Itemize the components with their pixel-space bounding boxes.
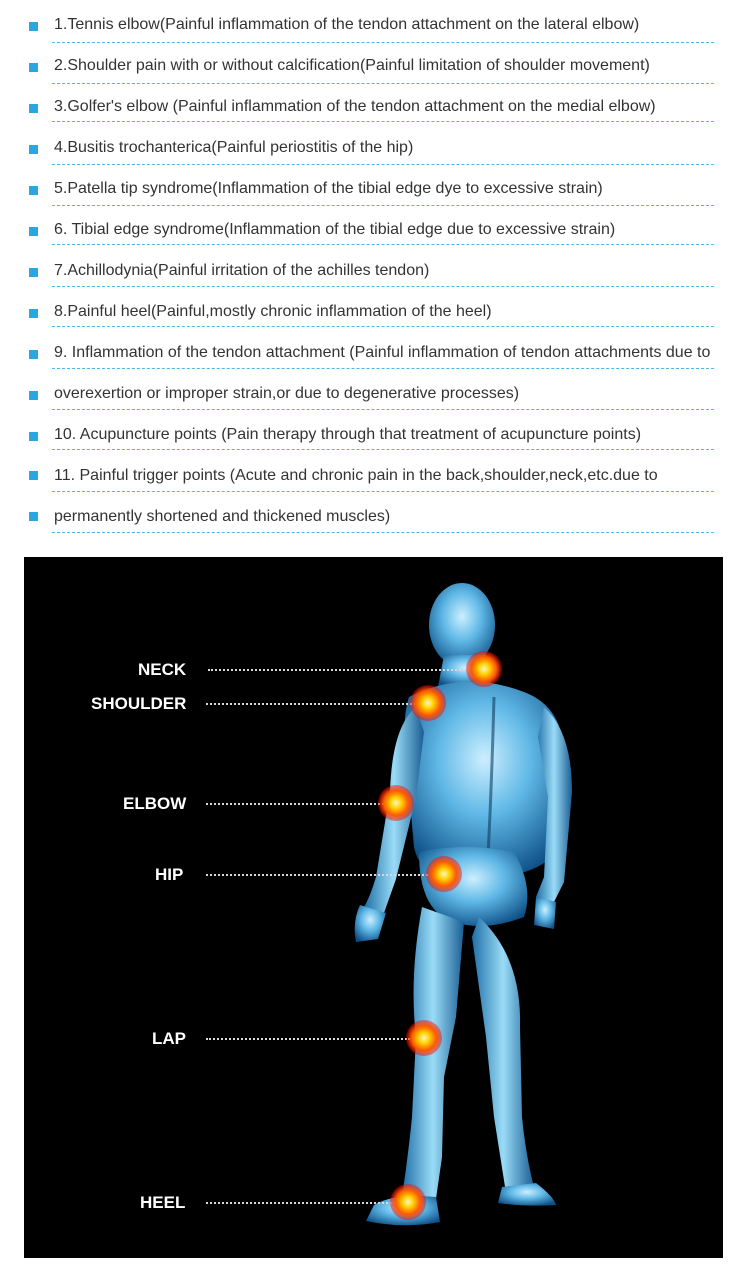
bullet-icon [29, 227, 38, 236]
list-item [0, 373, 750, 414]
list-item-text: 11. Painful trigger points (Acute and chronic pain in the back,shoulder,neck,etc.due to [54, 467, 658, 484]
list-item [0, 455, 750, 496]
list-item [0, 250, 750, 291]
list-item-text: 3.Golfer's elbow (Painful inflammation of the tendon attachment on the medial elbow) [54, 98, 656, 115]
bullet-icon [29, 471, 38, 480]
label-shoulder: SHOULDER [91, 694, 187, 713]
bullet-icon [29, 350, 38, 359]
bullet-icon [29, 145, 38, 154]
divider [52, 326, 714, 327]
bullet-icon [29, 268, 38, 277]
list-item [0, 45, 750, 86]
pain-point-neck-icon [466, 651, 502, 687]
bullet-icon [29, 104, 38, 113]
divider [52, 532, 714, 533]
bullet-icon [29, 309, 38, 318]
list-item-text: 8.Painful heel(Painful,mostly chronic inflammation of the heel) [54, 303, 492, 320]
pain-point-elbow-icon [378, 785, 414, 821]
list-item-text: 2.Shoulder pain with or without calcification(Painful limitation of shoulder movement) [54, 57, 650, 74]
bullet-icon [29, 512, 38, 521]
divider [52, 368, 714, 369]
leader-line [208, 669, 480, 671]
list-item-text: 5.Patella tip syndrome(Inflammation of the tibial edge dye to excessive strain) [54, 180, 603, 197]
list-item [0, 209, 750, 250]
list-item [0, 86, 750, 127]
list-item-text: 7.Achillodynia(Painful irritation of the achilles tendon) [54, 262, 430, 279]
leader-line [206, 703, 416, 705]
list-item [0, 291, 750, 332]
list-item-text: 9. Inflammation of the tendon attachment (Painful inflammation of tendon attachments due to [54, 344, 711, 361]
list-item-text: 6. Tibial edge syndrome(Inflammation of the tibial edge due to excessive strain) [54, 221, 616, 238]
leader-line [206, 1202, 396, 1204]
leader-line [206, 874, 428, 876]
list-item-text: 4.Busitis trochanterica(Painful periostitis of the hip) [54, 139, 414, 156]
pain-point-hip-icon [426, 856, 462, 892]
divider [52, 286, 714, 287]
divider [52, 244, 714, 245]
divider [52, 205, 714, 206]
human-body-figure [24, 557, 723, 1258]
list-item [0, 414, 750, 455]
divider [52, 42, 714, 43]
list-item [0, 4, 750, 45]
bullet-icon [29, 432, 38, 441]
leader-line [206, 1038, 410, 1040]
list-item-text: 10. Acupuncture points (Pain therapy through that treatment of acupuncture points) [54, 426, 642, 443]
pain-point-heel-icon [390, 1184, 426, 1220]
bullet-icon [29, 22, 38, 31]
pain-point-lap-icon [406, 1020, 442, 1056]
list-item-text: permanently shortened and thickened muscles) [54, 508, 391, 525]
list-item [0, 168, 750, 209]
bullet-icon [29, 391, 38, 400]
divider [52, 409, 714, 410]
label-heel: HEEL [140, 1193, 186, 1212]
list-item-text: overexertion or improper strain,or due to degenerative processes) [54, 385, 520, 402]
leader-line [206, 803, 384, 805]
divider [52, 121, 714, 122]
pain-point-shoulder-icon [410, 685, 446, 721]
list-item [0, 496, 750, 537]
bullet-icon [29, 63, 38, 72]
bullet-icon [29, 186, 38, 195]
divider [52, 449, 714, 450]
list-item [0, 127, 750, 168]
label-elbow: ELBOW [123, 794, 187, 813]
divider [52, 83, 714, 84]
label-lap: LAP [152, 1029, 186, 1048]
divider [52, 164, 714, 165]
list-item [0, 332, 750, 373]
label-neck: NECK [138, 660, 187, 679]
label-hip: HIP [155, 865, 184, 884]
divider [52, 491, 714, 492]
list-item-text: 1.Tennis elbow(Painful inflammation of the tendon attachment on the lateral elbow) [54, 16, 640, 33]
anatomy-panel [24, 557, 723, 1258]
